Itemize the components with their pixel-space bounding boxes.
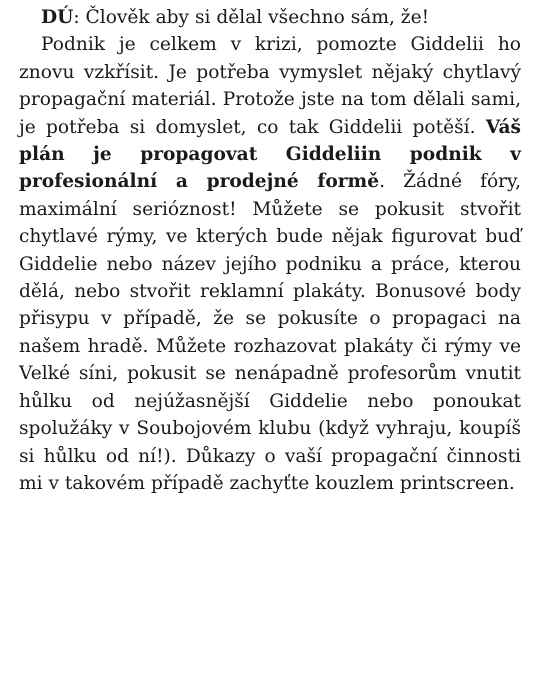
assignment-paragraph: [19, 31, 521, 497]
homework-label: DÚ: [41, 7, 74, 28]
assignment-emphasis: Váš plán je propagovat Giddeliin podnik v profesionální a prodejné formě: [19, 116, 521, 193]
intro-line: [19, 4, 521, 31]
assignment-text-part1: Podnik je celkem v krizi, pomozte Giddelii ho znovu vzkřísit. Je potřeba vymyslet nějaký chytlavý propagační materiál. Protože jste na tom dělali sami, je potřeba si domyslet, co tak Giddelii potěší.: [19, 34, 521, 138]
assignment-text-part2: . Žádné fóry, maximální serióznost! Můžete se pokusit stvořit chytlavé rýmy, ve kterých bude nějak figurovat buď Giddelie nebo název jejího podniku a práce, kterou dělá, nebo stvořit reklamní plakáty. Bonusové body přisypu v případě, že se pokusíte o propagaci na našem hradě. Můžete rozhazovat plakáty či rýmy ve Velké síni, pokusit se nenápadně profesorům vnutit hůlku od nejúžasnější Giddelie nebo ponoukat spolužáky v Soubojovém klubu (když vyhraju, koupíš si hůlku od ní!). Důkazy o vaší propagační činnosti mi v takovém případě zachyťte kouzlem printscreen.: [19, 171, 521, 494]
intro-text: : Člověk aby si dělal všechno sám, že!: [73, 7, 430, 28]
